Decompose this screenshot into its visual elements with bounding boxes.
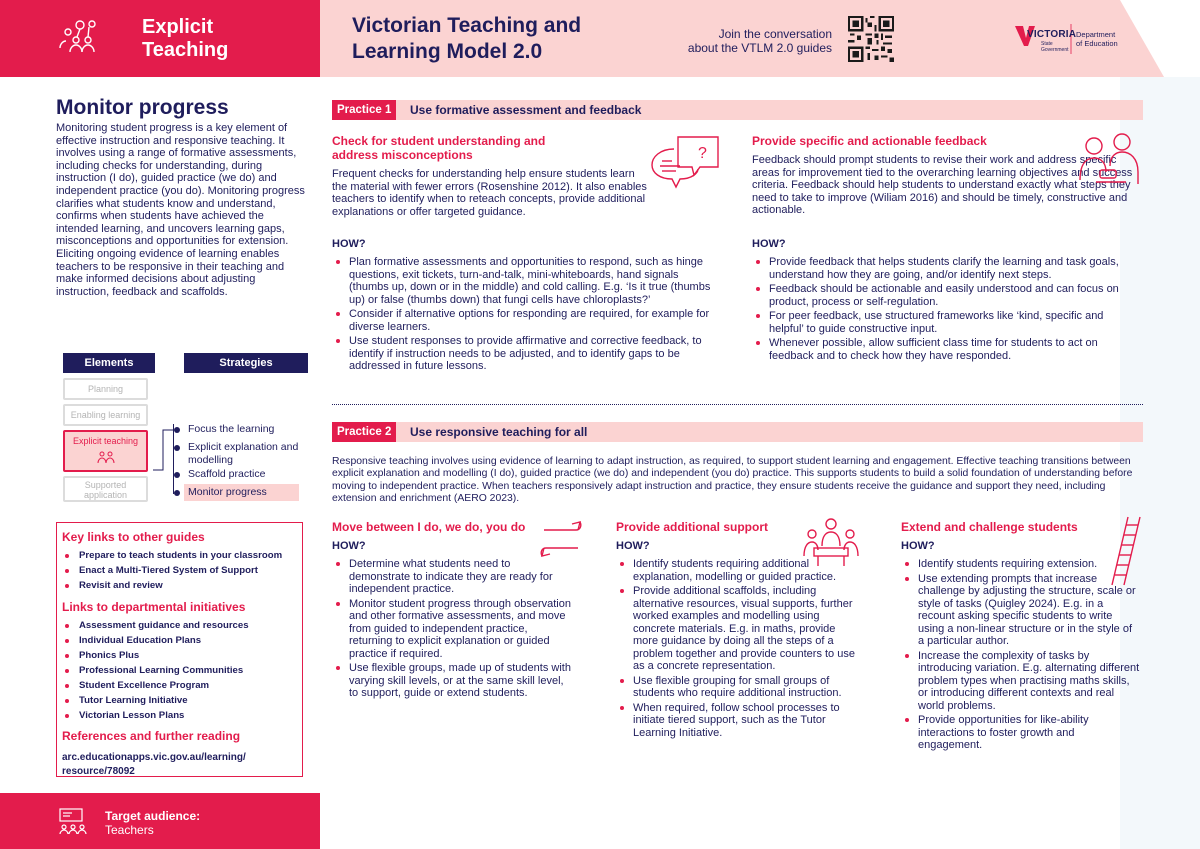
bullet-item: Identify students requiring extension.	[901, 558, 1141, 571]
bullet-item: Use student responses to provide affirmative and corrective feedback, to identify if instruction needs to be adjusted, and to identify gaps to be addressed in future lessons.	[332, 335, 717, 373]
links-panel	[56, 522, 303, 777]
key-links-list	[62, 548, 302, 593]
practice-2-tag: Practice 2	[332, 422, 396, 442]
ladder-icon	[1108, 515, 1144, 587]
p2-col2-how: HOW?	[616, 540, 650, 552]
bullet-item: Determine what students need to demonstrate to indicate they are ready for independent practice.	[332, 558, 572, 596]
page-title-line-1: Victorian Teaching and	[352, 14, 582, 37]
section-title-line-2: Teaching	[142, 39, 229, 61]
bullet-item: Feedback should be actionable and easily understood and can focus on product, process or self-regulation.	[752, 283, 1140, 308]
audience-value: Teachers	[105, 823, 154, 837]
people-group-icon	[96, 450, 116, 464]
strategies-header: Strategies	[184, 353, 308, 373]
link-item[interactable]: Enact a Multi-Tiered System of Support	[62, 563, 302, 578]
p2-col2-list	[616, 558, 856, 741]
teacher-presentation-icon	[58, 807, 88, 835]
element-explicit-teaching	[63, 430, 148, 472]
footer-banner	[0, 793, 320, 849]
cycle-arrows-icon	[536, 516, 586, 562]
link-item[interactable]: Tutor Learning Initiative	[62, 693, 302, 708]
bullet-item: Use flexible grouping for small groups of students who require additional instruction.	[616, 675, 856, 700]
qr-code-icon[interactable]	[848, 16, 894, 62]
link-item[interactable]: Phonics Plus	[62, 648, 302, 663]
bullet-item: Use extending prompts that increase challenge by adjusting the structure, scale or style of tasks (Quigley 2024). E.g. in a recount asking specific students to write using a non-linear structure or in the style of a particular author.	[901, 573, 1141, 648]
strategy-item-current[interactable]	[184, 484, 299, 501]
p2-col1-list	[332, 558, 572, 702]
bullet-item: Identify students requiring additional explanation, modelling or guided practice.	[616, 558, 856, 583]
p1-left-heading: Check for student understanding and address misconceptions	[332, 134, 546, 162]
bullet-item: Provide additional scaffolds, including alternative resources, visual supports, further worked examples and modelling using concrete materials. E.g. in maths, provide more guidance by doing all the steps of a problem together and provide counters to use as a concrete representation.	[616, 585, 856, 673]
bullet-item: When required, follow school processes to initiate tiered support, such as the Tutor Learning Initiative.	[616, 702, 856, 740]
dept-name	[1076, 30, 1118, 48]
link-item[interactable]: Revisit and review	[62, 578, 302, 593]
strategy-item[interactable]	[188, 468, 265, 481]
strategy-title: Monitor progress	[56, 96, 229, 119]
element-explicit-teaching-label: Explicit teaching	[72, 436, 139, 446]
bullet-item: Consider if alternative options for responding are required, for example for diverse learners.	[332, 308, 717, 333]
element-enabling-learning: Enabling learning	[63, 404, 148, 426]
p2-col2-heading: Provide additional support	[616, 520, 769, 534]
header-section-banner	[0, 0, 320, 77]
link-item[interactable]: Student Excellence Program	[62, 678, 302, 693]
section-divider	[332, 404, 1143, 405]
reference-link[interactable]: arc.educationapps.vic.gov.au/learning/ resource/78092	[62, 752, 246, 777]
p1-right-list	[752, 256, 1140, 364]
strategy-item[interactable]	[188, 441, 303, 466]
p2-col1-how: HOW?	[332, 540, 366, 552]
link-item[interactable]: Victorian Lesson Plans	[62, 708, 302, 723]
bullet-item: Increase the complexity of tasks by introducing variation. E.g. alternating different problem types when practising maths skills, or introducing different contexts and real world problems.	[901, 650, 1141, 713]
p1-right-text: Feedback should prompt students to revise their work and address specific areas for improvement tied to the overarching learning objectives and success criteria. Feedback should help students to understand exactly what steps they need to take to improve (Wiliam 2016) and should be timely, constructive and actionable.	[752, 154, 1133, 216]
key-links-heading: Key links to other guides	[62, 530, 205, 544]
audience-label: Target audience:	[105, 809, 201, 823]
dept-links-list	[62, 618, 302, 723]
victoria-logo-icon	[1013, 22, 1123, 56]
section-title-line-1: Explicit	[142, 16, 214, 38]
group-table-icon	[800, 516, 862, 568]
diagram-bracket	[153, 428, 175, 478]
p2-col3-list	[901, 558, 1141, 754]
logo-sub: State Government	[1041, 41, 1069, 53]
link-item[interactable]: Professional Learning Communities	[62, 663, 302, 678]
link-item[interactable]: Assessment guidance and resources	[62, 618, 302, 633]
join-line-2: about the VTLM 2.0 guides	[687, 41, 832, 55]
dept-line-1: Department	[1076, 30, 1116, 39]
svg-text:?: ?	[698, 145, 707, 162]
bullet-item: Use flexible groups, made up of students with varying skill levels, or at the same skill level, to support, guide or extend students.	[332, 662, 572, 700]
practice-2-label: Use responsive teaching for all	[410, 425, 588, 439]
p2-col3-how: HOW?	[901, 540, 935, 552]
strategy-label: Monitor progress	[188, 486, 267, 498]
link-item[interactable]: Individual Education Plans	[62, 633, 302, 648]
practice-1-tag: Practice 1	[332, 100, 396, 120]
p2-col3-heading: Extend and challenge students	[901, 520, 1078, 534]
practice-1-label: Use formative assessment and feedback	[410, 103, 642, 117]
practice-2-bar	[332, 422, 1143, 442]
bullet-item: Provide feedback that helps students clarify the learning and task goals, understand how they are going, and/or identify next steps.	[752, 256, 1140, 281]
practice-1-bar	[332, 100, 1143, 120]
logo-word: VICTORIA	[1027, 29, 1077, 40]
section-title	[142, 16, 228, 62]
p1-right-heading: Provide specific and actionable feedback	[752, 134, 987, 148]
element-planning: Planning	[63, 378, 148, 400]
p1-right-how: HOW?	[752, 238, 786, 250]
strategy-label: Focus the learning	[188, 423, 275, 435]
element-supported-application: Supported application	[63, 476, 148, 502]
page-title-line-2: Learning Model 2.0	[352, 40, 543, 63]
strategy-label: Explicit explanation and modelling	[188, 441, 299, 466]
link-item[interactable]: Prepare to teach students in your classroom	[62, 548, 302, 563]
join-conversation-text	[660, 27, 832, 55]
dept-line-2: of Education	[1076, 39, 1118, 48]
p1-left-how: HOW?	[332, 238, 366, 250]
strategy-item[interactable]	[188, 423, 274, 436]
speech-question-icon	[650, 133, 726, 189]
references-heading: References and further reading	[62, 729, 241, 743]
bullet-item: Plan formative assessments and opportunities to respond, such as hinge questions, exit tickets, turn-and-talk, mini-whiteboards, hand signals (thumbs up, down or in the middle) and cold calling. E.g. ‘Is it true (thumbs up) or false (thumbs down) that fungi cells have chloroplasts?’	[332, 256, 717, 306]
join-line-1: Join the conversation	[718, 27, 832, 41]
bullet-item: Provide opportunities for like-ability interactions to foster growth and engagement.	[901, 714, 1141, 752]
feedback-people-icon	[1076, 132, 1142, 190]
p1-left-list	[332, 256, 717, 375]
bullet-item: Monitor student progress through observation and other formative assessments, and move from guided to independent practice, returning to explicit explanation or guided practice if required.	[332, 598, 572, 661]
people-network-icon	[56, 18, 104, 58]
p1-left-text: Frequent checks for understanding help ensure students learn the material with fewer errors (Rosenshine 2012). It also enables teachers to identify when to reteach concepts, provide additional explanations or offer targeted guidance.	[332, 168, 647, 218]
strategy-intro-text: Monitoring student progress is a key element of effective instruction and responsive teaching. It involves using a range of formative assessments, including checks for understanding, during instruction (I do), guided practice (we do) and independent practice (you do). Monitoring progress clarifies what students know and understand, confirms when students have achieved the intended learning, and uncovers learning gaps, misconceptions and opportunities for extension. Eliciting ongoing evidence of learning enables teachers to be responsive in their teaching and make informed decisions about adjusting instruction, feedback and scaffolds.	[56, 122, 305, 298]
bullet-item: For peer feedback, use structured frameworks like ‘kind, specific and helpful’ to guide constructive input.	[752, 310, 1140, 335]
p2-intro-text: Responsive teaching involves using evidence of learning to adapt instruction, as required, to support student learning and engagement. Effective teaching transitions between explicit explanation and modelling (I do), guided practice (we do) and independent (you do) practice. This supports students to build a solid foundation of understanding before moving to independent practice. When teachers responsively adapt instruction and practice, they ensure students receive the guidance and support they need, including extension and enrichment (AERO 2023).	[332, 456, 1133, 504]
elements-header: Elements	[63, 353, 155, 373]
dept-links-heading: Links to departmental initiatives	[62, 600, 246, 614]
page-title	[352, 13, 581, 65]
bullet-item: Whenever possible, allow sufficient class time for students to act on feedback and to check how they have responded.	[752, 337, 1140, 362]
p2-col1-heading: Move between I do, we do, you do	[332, 520, 526, 534]
strategy-label: Scaffold practice	[188, 468, 266, 480]
strategy-dot	[174, 490, 180, 496]
